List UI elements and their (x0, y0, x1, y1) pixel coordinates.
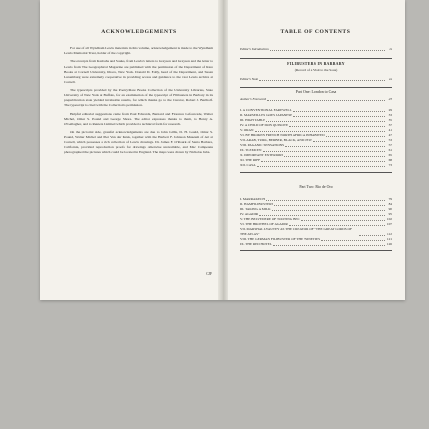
toc-entry-title: IV. AGADIR (240, 212, 259, 216)
toc-entry-title: III. TAKING A MILK (240, 207, 271, 211)
part-two-heading: Part Two: Rio de Oro (299, 185, 333, 189)
toc-entry-title: III. HIGH TABLE (240, 118, 266, 122)
toc-entry-title: VII. ARAB, TURK, BERBER, BLACK, AND JEW (240, 138, 312, 142)
part-one-heading: Part One: London to Casa (295, 90, 337, 94)
toc-entry-page: 41 (388, 128, 392, 132)
dot-leader (257, 166, 385, 167)
toc-entry-page: 47 (388, 133, 392, 137)
toc-entry-title: V. ORAN (240, 128, 254, 132)
toc-entry-title: I. MARRAKECH (240, 197, 265, 201)
dot-leader (289, 225, 385, 226)
dot-leader (301, 220, 385, 221)
toc-entry-title: XII. CASA (240, 163, 256, 167)
paragraph: On the pictorial side, grateful acknowledgements are due to John Gillis, D. H. Gould, Omar S. Pound, Walter Michel and Piet Van der Kruk, together with the Herbert F. Johnson Museum of Art at Cornell, which possesses a rich collection of Lewis drawings. Dr. James F. O'Rourk of Santa Barbara, California, provided reproduction proofs for drawings otherwise unavailable, and Mac Campeanu photographed the pictures which could be located in England. The maps were drawn by Nicholas Juba. (64, 130, 213, 155)
toc-entry-title: I. A CONVENTIONAL FAREWELL (240, 108, 292, 112)
book-subtitle: (Record of a Visit to the Sous) (294, 68, 338, 72)
toc-entry-title: VII. MARSHAL LYAUTEY AS THE CREATOR OF "THE GREAT LORDS OF THE ATLAS" (240, 227, 352, 236)
toc-entry-page: 57 (388, 143, 392, 147)
toc-entry-title: Editor's Note (240, 77, 259, 81)
toc-entry-title: IX. TLEMCEN (240, 148, 262, 152)
dot-leader (259, 80, 385, 81)
front-matter (240, 47, 392, 52)
toc-entry-page: 73 (388, 163, 392, 167)
dot-leader (261, 161, 385, 162)
dot-leader (274, 205, 385, 206)
paragraph: The typescripts provided by the Poetry/Rare Books Collection of the University Libraries, State University of New York at Buffalo, for an examination of the typescript of Filibusters in Barbary in its prepublication state yielded invaluable results, for which thanks go to the Curator, Robert J. Bertholf. The typescript is cited with the Collection's permission. (64, 88, 213, 108)
dot-leader (359, 235, 385, 236)
dot-leader (326, 136, 385, 137)
toc-entry-page: 84 (388, 202, 392, 206)
toc-entry-page: ix (389, 47, 392, 51)
dot-leader (293, 116, 385, 117)
toc-entry-page: 102 (386, 217, 392, 221)
dot-leader (272, 210, 385, 211)
dot-leader (266, 121, 385, 122)
page-title: ACKNOWLEDGEMENTS (101, 29, 177, 35)
toc-entry-page: 107 (386, 222, 392, 226)
toc-entry-title: IX. THE RED HOTEL (240, 242, 272, 246)
toc-entry-title: X. IMPORTANT EXTERIORS (240, 153, 284, 157)
toc-entry-title: Author's Foreword (240, 97, 266, 101)
toc-entry-page: 29 (388, 108, 392, 112)
toc-entry-page: xx (388, 77, 392, 81)
toc-entry-title: II. MARSEILLES GOES JAPANESE (240, 113, 293, 117)
toc-entry-page: 35 (388, 118, 392, 122)
toc-entry-title: VI. THE BROTHEL OF AGADIR (240, 222, 288, 226)
toc-entry (240, 227, 392, 237)
part-two-chapter-list (240, 197, 392, 247)
page-title: TABLE OF CONTENTS (280, 29, 351, 35)
toc-entry (240, 77, 392, 82)
section-rule (240, 58, 392, 59)
toc-entry-title: VIII. THE GERMAN FILIBUSTER OF THE 'NINETIES (240, 237, 321, 241)
paragraph: The excerpts from Kasbahs and Souks, from Lewis's letters to Grayson and Grayson and the letter to Lewis from The Geographical Magazine are published with the permission of the Department of Rare Books at Cornell University, Ithaca, New York. Donald D. Eddy, head of the Department, and Susan Luxemburg were extremely cooperative in providing access and guidance to the vast Lewis archive at Cornell. (64, 59, 213, 84)
dot-leader (267, 100, 385, 101)
toc-entry-page: 90 (388, 207, 392, 211)
toc-entry-title: Editor's Introduction (240, 47, 269, 51)
part-one-chapter-list (240, 108, 392, 168)
toc-entry-page: 95 (388, 212, 392, 216)
section-rule (240, 172, 392, 173)
toc-entry-page: 61 (388, 148, 392, 152)
toc-entry-page: 23 (388, 97, 392, 101)
dot-leader (321, 240, 385, 241)
toc-entry-page: 112 (386, 232, 392, 237)
toc-entry-page: 65 (388, 153, 392, 157)
table-of-contents-page (226, 0, 405, 300)
acknowledgements-page (40, 0, 220, 300)
dot-leader (289, 126, 385, 127)
toc-entry-title: XI. THE RIFF (240, 158, 261, 162)
toc-entry-page: 126 (386, 242, 392, 246)
dot-leader (259, 215, 385, 216)
toc-entry (240, 163, 392, 168)
book-spread (40, 0, 405, 300)
toc-entry-page: 37 (388, 123, 392, 127)
paragraph: Helpful editorial suggestions came from Paul Edwards, Bernard and Florence Lafourcade, Walter Michel, Omar S. Pound and George Shore. The editor expresses thanks to them, to Henry A. O'Gallagher, and to Reuters Limited which provided a technical form for research. (64, 111, 213, 126)
toc-entry (240, 47, 392, 52)
section-rule (240, 87, 392, 88)
dot-leader (266, 200, 385, 201)
book-title: FILIBUSTERS IN BARBARY (287, 62, 345, 66)
toc-entry-page: 79 (388, 197, 392, 201)
toc-entry-title: V. THE BELVEDERE OF TOOTING BEC (240, 217, 300, 221)
toc-entry-page: 68 (388, 158, 392, 162)
dot-leader (255, 131, 386, 132)
toc-entry-title: VI. BY BROKEN FRENCH NORTH AFRICA INHABITED (240, 133, 325, 137)
dot-leader (273, 245, 385, 246)
authors-foreword (240, 97, 392, 102)
paragraph: For use of all Wyndham Lewis materials in this volume, acknowledgement is made to the Wyndham Lewis Memorial Trust, holder of the copyright. (64, 46, 213, 56)
toc-entry (240, 97, 392, 102)
editor-signature: CJF (206, 272, 212, 276)
toc-entry-title: VIII. PAGANIC SENSATIONS (240, 143, 285, 147)
toc-entry-title: IV. A CHILD OF DON QUIXOTE (240, 123, 289, 127)
editors-note (240, 77, 392, 82)
section-rule (240, 250, 392, 251)
toc-entry-page: 33 (388, 113, 392, 117)
toc-entry-title: II. HAMFILIBUSTERS (240, 202, 274, 206)
dot-leader (284, 156, 385, 157)
dot-leader (293, 111, 385, 112)
dot-leader (313, 141, 385, 142)
dot-leader (285, 146, 385, 147)
toc-entry (240, 242, 392, 247)
toc-entry-page: 121 (386, 237, 392, 241)
dot-leader (263, 151, 385, 152)
dot-leader (270, 50, 385, 51)
toc-entry-page: 53 (388, 138, 392, 142)
acknowledgements-body (64, 46, 213, 159)
